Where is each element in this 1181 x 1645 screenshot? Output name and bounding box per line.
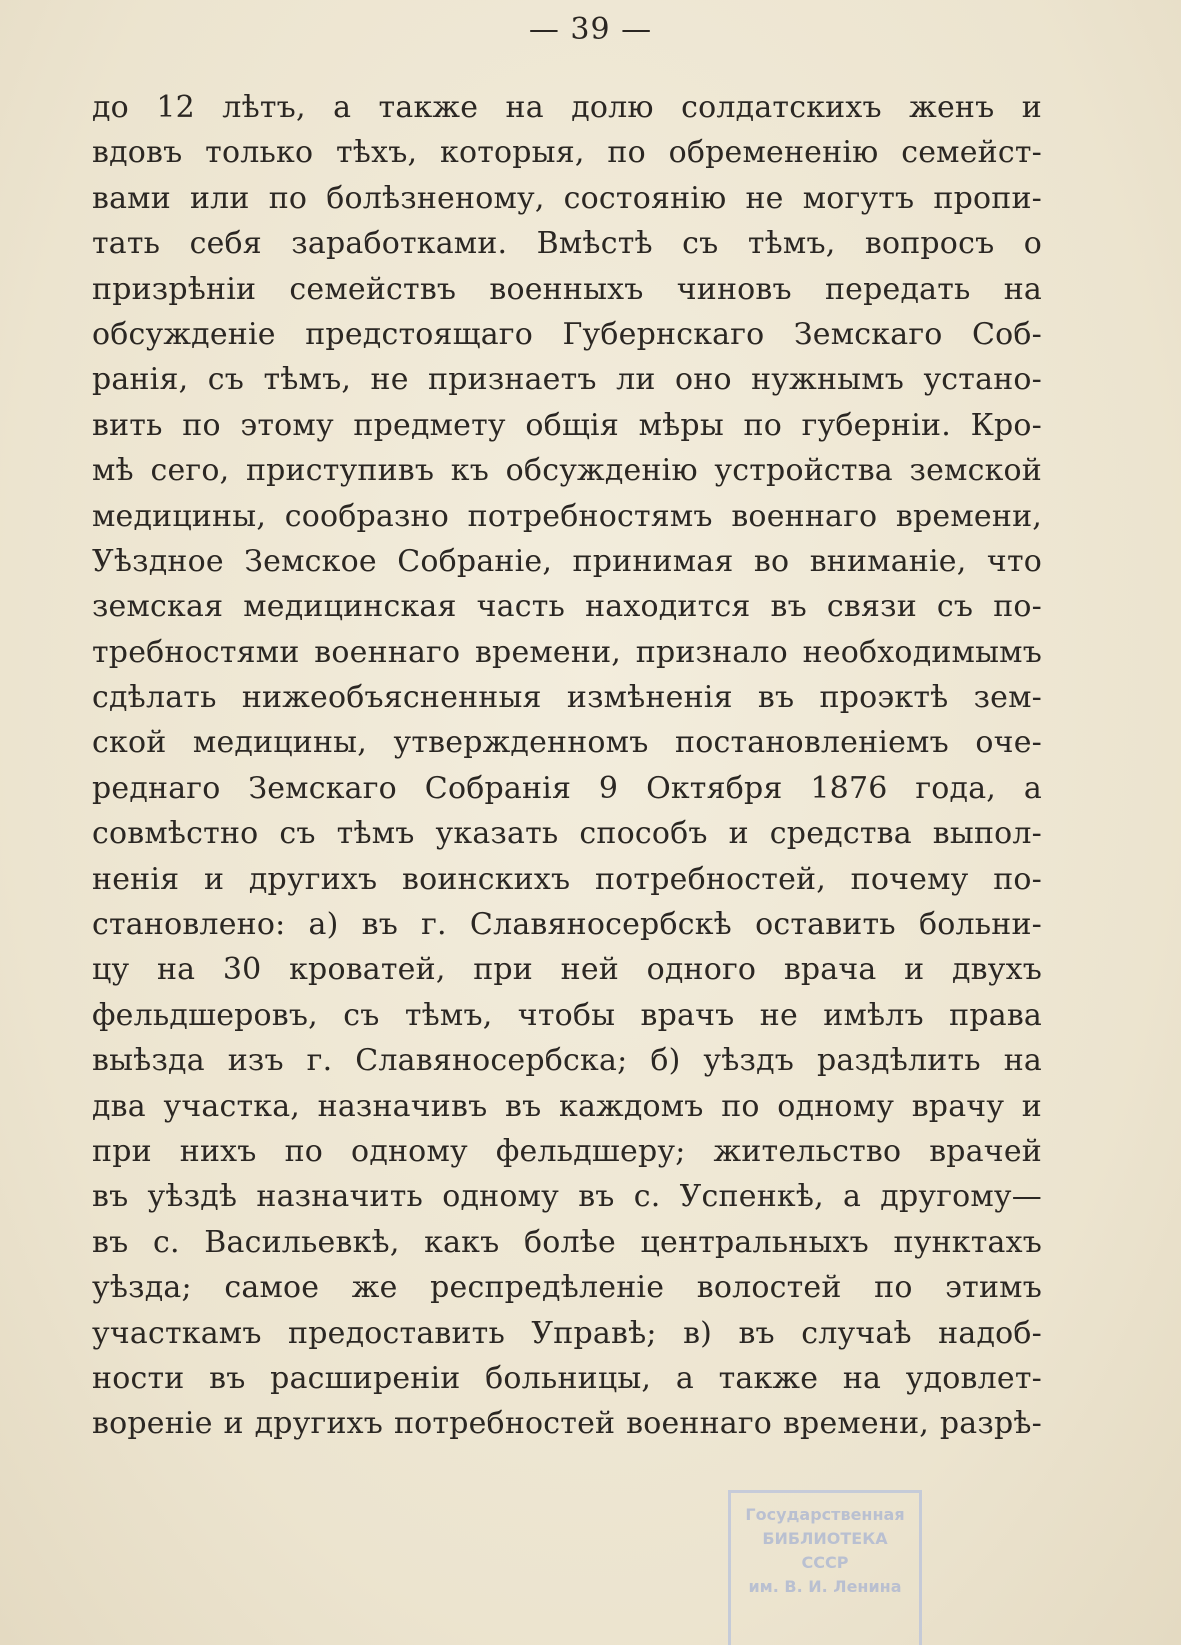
text-line: совмѣстно съ тѣмъ указать способъ и средства выпол-: [92, 816, 1042, 852]
text-line: выѣзда изъ г. Славяносербска; б) уѣздъ раздѣлить на: [92, 1043, 1042, 1079]
text-line: въ с. Васильевкѣ, какъ болѣе центральныхъ пунктахъ: [92, 1224, 1042, 1260]
text-line: реднаго Земскаго Собранія 9 Октября 1876 года, а: [92, 770, 1042, 806]
text-line: земская медицинская часть находится въ связи съ по-: [92, 589, 1042, 625]
text-line: фельдшеровъ, съ тѣмъ, чтобы врачъ не имѣлъ права: [92, 997, 1042, 1033]
text-line: ненія и другихъ воинскихъ потребностей, почему по-: [92, 861, 1042, 897]
stamp-line: Государственная: [745, 1505, 905, 1524]
text-line: медицины, сообразно потребностямъ военнаго времени,: [92, 498, 1042, 534]
text-line: участкамъ предоставить Управѣ; в) въ случаѣ надоб-: [92, 1315, 1042, 1351]
text-line: мѣ сего, приступивъ къ обсужденію устройства земской: [92, 453, 1042, 489]
text-line: ранія, съ тѣмъ, не признаетъ ли оно нужнымъ устано-: [92, 362, 1042, 398]
text-line: вить по этому предмету общія мѣры по губерніи. Кро-: [92, 407, 1042, 443]
text-line: Уѣздное Земское Собраніе, принимая во вниманіе, что: [92, 543, 1042, 579]
text-line: цу на 30 кроватей, при ней одного врача и двухъ: [92, 952, 1042, 988]
page-number: — 39 —: [528, 12, 653, 47]
text-line: ской медицины, утвержденномъ постановленіемъ оче-: [92, 725, 1042, 761]
text-line: тать себя заработками. Вмѣстѣ съ тѣмъ, вопросъ о: [92, 226, 1042, 262]
text-line: два участка, назначивъ въ каждомъ по одному врачу и: [92, 1088, 1042, 1124]
body-text: [92, 85, 1042, 1447]
text-line: требностями военнаго времени, признало необходимымъ: [92, 634, 1042, 670]
text-line: призрѣніи семействъ военныхъ чиновъ передать на: [92, 271, 1042, 307]
stamp-line: СССР: [801, 1553, 849, 1572]
text-line: вдовъ только тѣхъ, которыя, по обремененію семейст-: [92, 135, 1042, 171]
text-line: становлено: а) въ г. Славяносербскѣ оставить больни-: [92, 907, 1042, 943]
text-line: ности въ расширеніи больницы, а также на удовлет-: [92, 1360, 1042, 1396]
text-line: обсужденіе предстоящаго Губернскаго Земскаго Соб-: [92, 316, 1042, 352]
text-line: въ уѣздѣ назначить одному въ с. Успенкѣ, а другому—: [92, 1179, 1042, 1215]
text-line: при нихъ по одному фельдшеру; жительство врачей: [92, 1133, 1042, 1169]
text-line: вореніе и другихъ потребностей военнаго времени, разрѣ-: [92, 1406, 1042, 1442]
library-stamp: [728, 1490, 922, 1645]
text-line: сдѣлать нижеобъясненныя измѣненія въ проэктѣ зем-: [92, 680, 1042, 716]
text-line: уѣзда; самое же респредѣленіе волостей по этимъ: [92, 1270, 1042, 1306]
stamp-line: БИБЛИОТЕКА: [762, 1529, 888, 1548]
stamp-line: им. В. И. Ленина: [748, 1577, 902, 1596]
text-line: вами или по болѣзненому, состоянію не могутъ пропи-: [92, 180, 1042, 216]
text-line: до 12 лѣтъ, а также на долю солдатскихъ женъ и: [92, 90, 1042, 125]
